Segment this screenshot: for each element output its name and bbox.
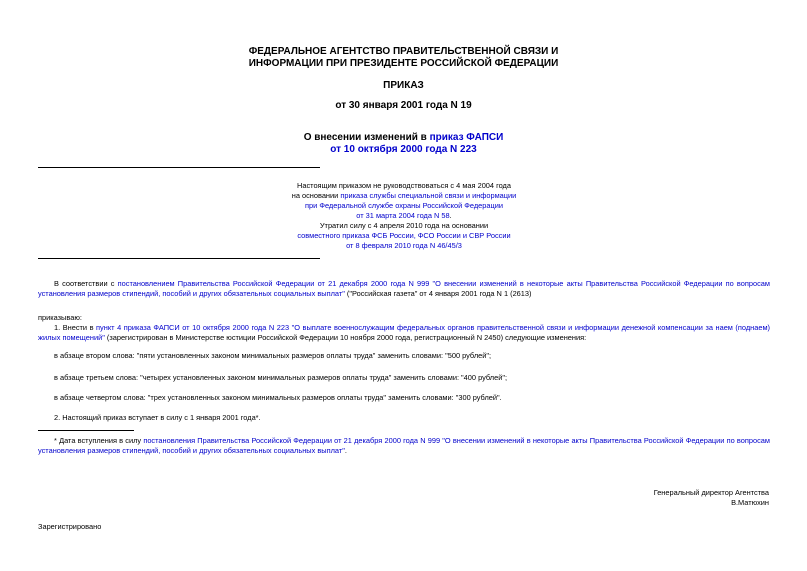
footnote-divider	[38, 430, 134, 431]
doc-subject	[0, 132, 807, 156]
subject-prefix: О внесении изменений в	[303, 132, 430, 143]
subject-line-1	[0, 132, 807, 144]
status-link-fso[interactable]: при Федеральной службе охраны Российской Федерации	[305, 201, 503, 210]
item-1-prefix: 1. Внести в	[54, 323, 97, 332]
agency-line-2: ИНФОРМАЦИИ ПРИ ПРЕЗИДЕНТЕ РОССИЙСКОЙ ФЕДЕРАЦИИ	[248, 58, 559, 69]
item-2: 2. Настоящий приказ вступает в силу с 1 января 2001 года*.	[54, 413, 261, 422]
footnote-link-resolution[interactable]: постановления Правительства Российской Федерации от 21 декабря 2000 года N 999 "О внесении изменений в некоторые акты Правительства Российской Федерации по вопросам установления размеров стипендий, пособий и других обязательных социальных выплат"	[38, 436, 770, 455]
change-3: в абзаце четвертом слова: "трех установленных законом минимальных размеров оплаты труда" заменить словами: "300 рублей".	[54, 393, 502, 402]
status-link-joint-order[interactable]: совместного приказа ФСБ России, ФСО России и СВР России	[297, 231, 511, 240]
footnote	[38, 436, 770, 456]
item-1	[38, 323, 770, 343]
status-line-4	[240, 211, 568, 221]
item-1-suffix: (зарегистрирован в Министерстве юстиции Российской Федерации 10 ноября 2000 года, регистрационный N 2450) следующие изменения:	[104, 333, 587, 342]
status-line-4-suffix: .	[449, 211, 452, 220]
status-line-2-prefix: на основании	[291, 191, 341, 200]
subject-link-date[interactable]: от 10 октября 2000 года N 223	[330, 144, 477, 155]
status-link-date-2004[interactable]: от 31 марта 2004 года N 58	[356, 211, 450, 220]
status-line-2	[240, 191, 568, 201]
order-word: приказываю:	[38, 313, 82, 322]
doc-type: ПРИКАЗ	[383, 80, 424, 91]
signature-name: В.Матюхин	[731, 498, 769, 507]
doc-date-number: от 30 января 2001 года N 19	[335, 100, 472, 111]
preamble-prefix: В соответствии с	[54, 279, 118, 288]
subject-link-order[interactable]: приказ ФАПСИ	[429, 132, 504, 143]
preamble	[38, 279, 770, 299]
preamble-suffix: ("Российская газета" от 4 января 2001 года N 1 (2613)	[344, 289, 532, 298]
divider-top	[38, 167, 320, 168]
footnote-suffix: .	[344, 446, 347, 455]
status-note	[240, 181, 568, 251]
status-line-1: Настоящим приказом не руководствоваться с 4 мая 2004 года	[297, 181, 511, 190]
signature-block	[469, 488, 769, 508]
agency-line-1: ФЕДЕРАЛЬНОЕ АГЕНТСТВО ПРАВИТЕЛЬСТВЕННОЙ СВЯЗИ И	[248, 46, 559, 57]
registered-label: Зарегистрировано	[38, 522, 102, 531]
agency-name	[0, 46, 807, 70]
divider-middle	[38, 258, 320, 259]
item-1-link-order-223[interactable]: пункт 4 приказа ФАПСИ от 10 октября 2000 года N 223 "О выплате военнослужащим федеральных органов правительственной связи и информации денежной компенсации за наем (поднаем) жилых помещений"	[38, 323, 770, 342]
status-link-date-2010[interactable]: от 8 февраля 2010 года N 46/45/3	[346, 241, 462, 250]
preamble-link-resolution[interactable]: постановлением Правительства Российской Федерации от 21 декабря 2000 года N 999 "О внесении изменений в некоторые акты Правительства Российской Федерации по вопросам установления размеров стипендий, пособий и других обязательных социальных выплат"	[38, 279, 770, 298]
change-2: в абзаце третьем слова: "четырех установленных законом минимальных размеров оплаты труда" заменить словами: "400 рублей";	[54, 373, 508, 382]
change-1: в абзаце втором слова: "пяти установленных законом минимальных размеров оплаты труда" заменить словами: "500 рублей";	[54, 351, 492, 360]
footnote-prefix: * Дата вступления в силу	[54, 436, 144, 445]
status-line-5: Утратил силу с 4 апреля 2010 года на основании	[319, 221, 489, 230]
status-link-ssi-order[interactable]: приказа службы специальной связи и информации	[340, 191, 517, 200]
signature-position: Генеральный директор Агентства	[653, 488, 769, 497]
